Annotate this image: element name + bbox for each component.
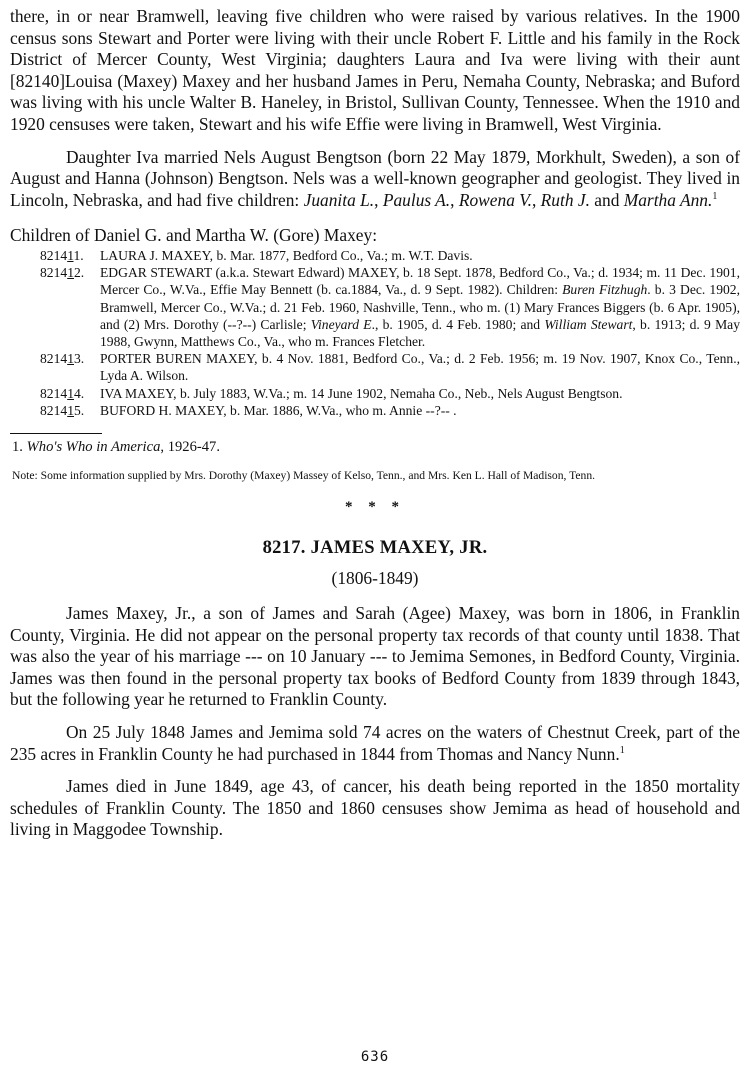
children-list bbox=[40, 247, 740, 419]
child-text: LAURA J. MAXEY, b. Mar. 1877, Bedford Co., Va.; m. W.T. Davis. bbox=[100, 247, 473, 263]
child-number: 821414. bbox=[40, 385, 85, 401]
child-text: IVA MAXEY, b. July 1883, W.Va.; m. 14 June 1902, Nemaha Co., Neb., Nels August Bengtson. bbox=[100, 385, 623, 401]
child-number: 821413. bbox=[40, 351, 85, 367]
section-dates: (1806-1849) bbox=[331, 567, 419, 588]
child-number: 821415. bbox=[40, 402, 85, 418]
child-text: PORTER BUREN MAXEY, b. 4 Nov. 1881, Bedford Co., Va.; d. 2 Feb. 1956; m. 19 Nov. 1907, Knox Co., Tenn., Lyda A. Wilson. bbox=[100, 351, 740, 384]
section-body bbox=[10, 603, 740, 841]
child-number: 821411. bbox=[40, 247, 84, 263]
footnote-title: Who's Who in America bbox=[26, 438, 161, 455]
child-number: 821412. bbox=[40, 265, 85, 281]
intro-paragraph-2: Daughter Iva married Nels August Bengtson (born 22 May 1879, Morkhult, Sweden), a son of August and Hanna (Johnson) Bengtson. Nels was a well-known geographer and geologist. They lived in Lincoln, Nebraska, and had five children: Juanita L., Paulus A., Rowena V., Ruth J. and Martha Ann.$^1$ bbox=[10, 146, 740, 210]
section-paragraph-1: James Maxey, Jr., a son of James and Sarah (Agee) Maxey, was born in 1806, in Franklin County, Virginia. He did not appear on the personal property tax records of that county until 1838. That was also the year of his marriage --- on 10 January --- to Jemima Semones, in Bedford County, Virginia. James was then found in the personal property tax books of Bedford County from 1839 through 1843, but the following year he returned to Franklin County. bbox=[10, 602, 740, 710]
grandchild-name: Martha Ann. bbox=[623, 189, 713, 210]
grandchild-name: Ruth J. bbox=[540, 189, 590, 210]
child-text: BUFORD H. MAXEY, b. Mar. 1886, W.Va., who m. Annie --?-- . bbox=[100, 402, 457, 418]
child-entry bbox=[40, 385, 740, 402]
child-text: EDGAR STEWART (a.k.a. Stewart Edward) MAXEY, b. 18 Sept. 1878, Bedford Co., Va.; d. 1934; m. 11 Dec. 1901, Mercer Co., W.Va., Effie May Bennett (b. ca.1884, Va., d. 9 Sept. 1982). Children: Buren Fitzhugh. b. 3 Dec. 1902, Bramwell, Mercer Co., W.Va.; d. 21 Feb. 1960, Nashville, Tenn., who m. (1) Mary Frances Biggers (b. 6 Apr. 1905), and (2) Mrs. Dorothy (--?--) Carlisle; Vineyard E., b. 1905, d. 4 Feb. 1980; and William Stewart, b. 1913; d. 9 May 1988, Gwynn, Matthews Co., Va., who m. Frances Fletcher. bbox=[100, 265, 740, 349]
footnote-divider bbox=[10, 433, 102, 434]
intro-paragraph-2-text: Daughter Iva married Nels August Bengtson (born 22 May 1879, Morkhult, Sweden), a son of August and Hanna (Johnson) Bengtson. Nels was a well-known geographer and geologist. They lived in Lincoln, Nebraska, and had five children: bbox=[10, 146, 740, 210]
grandchild-name: Juanita L. bbox=[303, 189, 375, 210]
section-divider: * * * bbox=[345, 498, 405, 515]
section-heading: 8217. JAMES MAXEY, JR. bbox=[262, 537, 488, 558]
grandchild-name: Rowena V. bbox=[458, 189, 532, 210]
footnote-ref: 1 bbox=[712, 190, 718, 202]
footnote-ref: 1 bbox=[619, 744, 625, 756]
intro-paragraph-1: there, in or near Bramwell, leaving five children who were raised by various relatives. In the 1900 census sons Stewart and Porter were living with their uncle Robert F. Little and his family in the Rock District of Mercer County, West Virginia; daughters Laura and Iva were living with their aunt [82140]Louisa (Maxey) Maxey and her husband James in Peru, Nemaha County, Nebraska; and Buford was living with his uncle Walter B. Haneley, in Bristol, Sullivan County, Tennessee. When the 1910 and 1920 censuses were taken, Stewart and his wife Effie were living in Bramwell, West Virginia. bbox=[10, 6, 740, 134]
grandchild-name: William Stewart bbox=[544, 316, 633, 332]
grandchild-name: Buren Fitzhugh bbox=[562, 282, 648, 298]
child-entry bbox=[40, 264, 740, 350]
source-note: Note: Some information supplied by Mrs. Dorothy (Maxey) Massey of Kelso, Tenn., and Mrs. Ken L. Hall of Madison, Tenn. bbox=[12, 468, 596, 482]
section-paragraph-2: On 25 July 1848 James and Jemima sold 74 acres on the waters of Chestnut Creek, part of the 235 acres in Franklin County he had purchased in 1844 from Thomas and Nancy Nunn.$^1$ bbox=[10, 721, 740, 764]
grandchild-name: Vineyard E bbox=[310, 316, 372, 332]
child-entry bbox=[40, 247, 740, 264]
section-paragraph-3: James died in June 1849, age 43, of cancer, his death being reported in the 1850 mortality schedules of Franklin County. The 1850 and 1860 censuses show Jemima as head of household and living in Maggodee Township. bbox=[10, 776, 740, 840]
footnote: 1. Who's Who in America, 1926-47. bbox=[12, 438, 220, 455]
page-number: 636 bbox=[360, 1049, 390, 1065]
children-heading: Children of Daniel G. and Martha W. (Gore) Maxey: bbox=[10, 225, 378, 246]
child-entry bbox=[40, 402, 740, 419]
document-page bbox=[10, 6, 740, 841]
grandchild-name: Paulus A. bbox=[382, 189, 451, 210]
child-entry bbox=[40, 350, 740, 384]
